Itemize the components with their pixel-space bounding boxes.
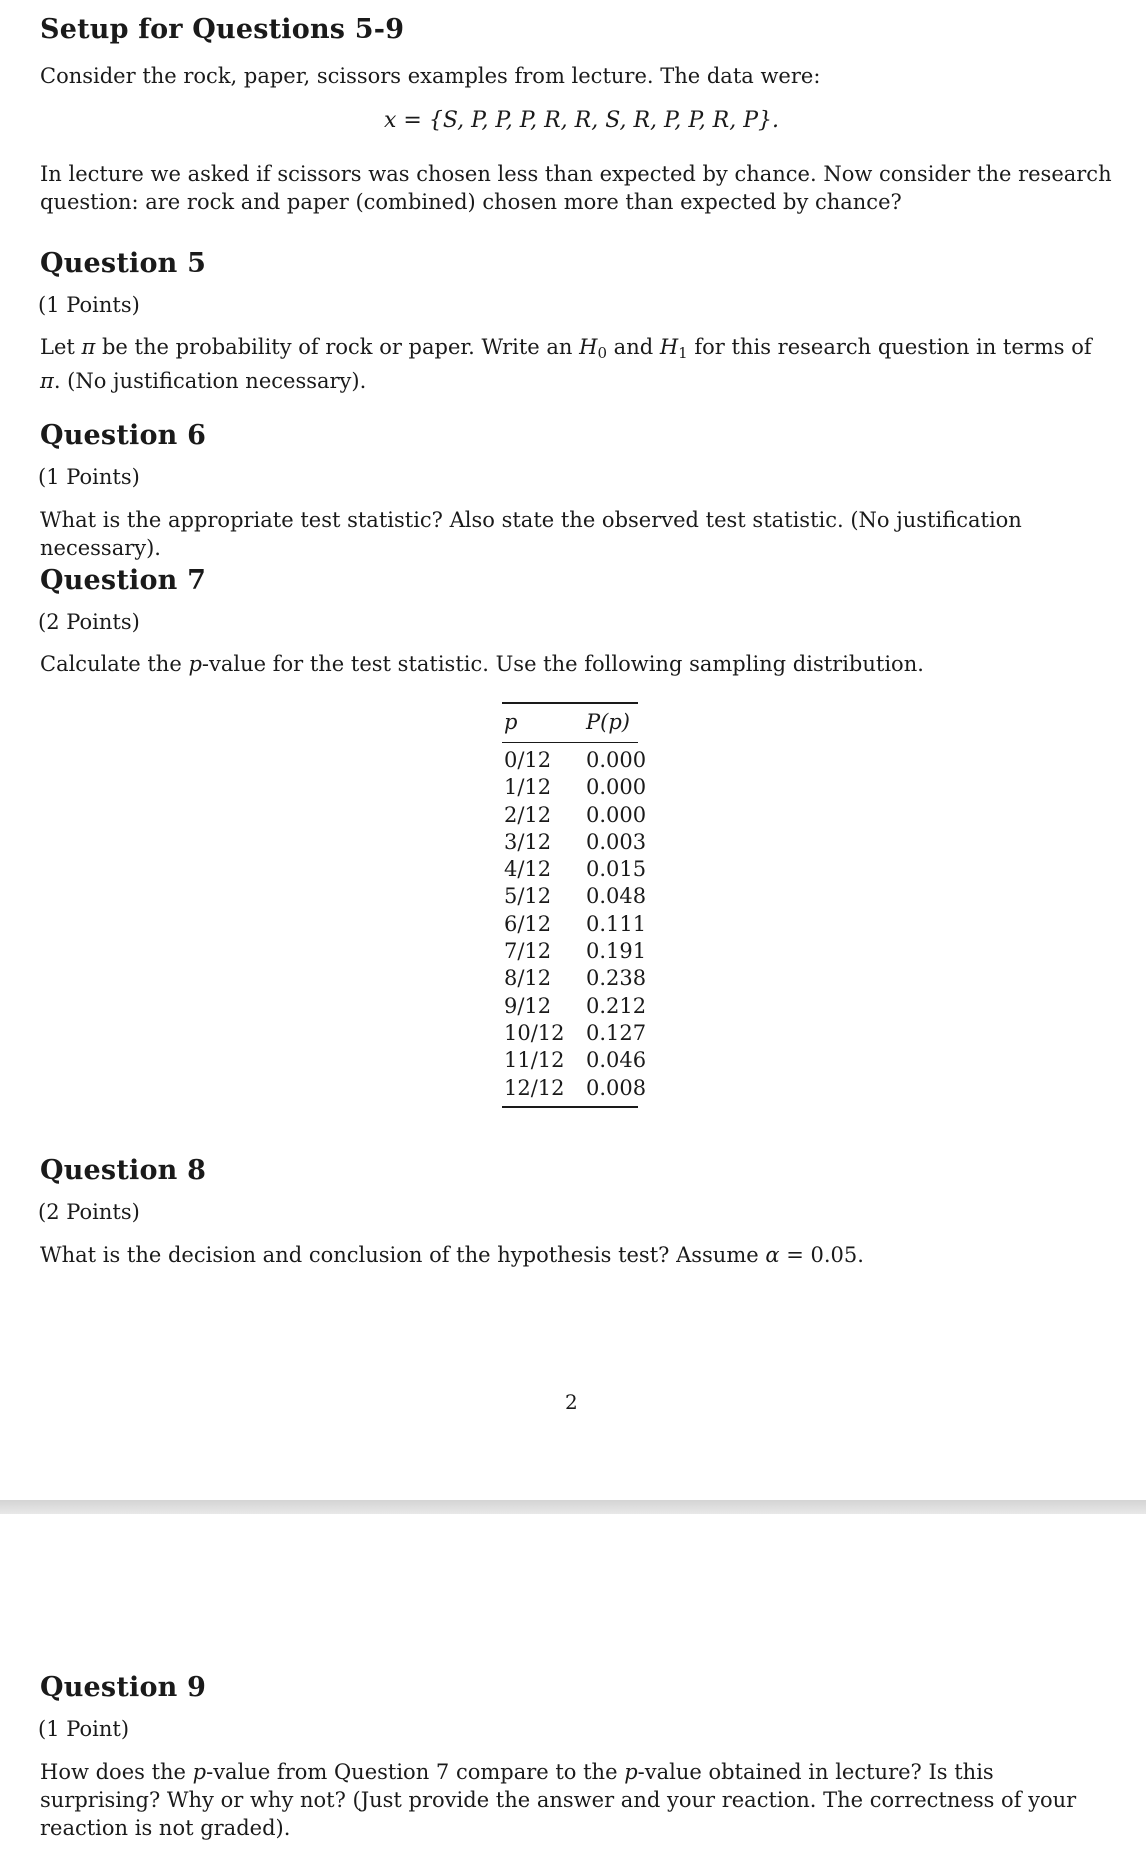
setup-paragraph: In lecture we asked if scissors was chosen less than expected by chance. Now consider the research question: are rock and paper (combined) chosen more than expected by chance?: [40, 162, 1112, 214]
question-8-heading: Question 8: [40, 1155, 207, 1186]
table-row: [502, 1047, 647, 1074]
setup-heading: Setup for Questions 5-9: [40, 14, 405, 45]
table-cell-p: 8/12: [504, 966, 552, 991]
table-cell-prob: 0.048: [586, 884, 647, 909]
table-row: [502, 1075, 647, 1102]
table-row: [502, 993, 647, 1020]
table-row: [502, 747, 647, 774]
table-cell-prob: 0.015: [586, 857, 647, 882]
table-cell-prob: 0.000: [586, 775, 647, 800]
question-7-text: Calculate the p-value for the test statistic. Use the following sampling distribution.: [40, 652, 924, 676]
table-cell-prob: 0.046: [586, 1048, 647, 1073]
table-row: [502, 802, 647, 829]
setup-intro: Consider the rock, paper, scissors examples from lecture. The data were:: [40, 64, 821, 88]
table-cell-p: 0/12: [504, 748, 552, 772]
table-cell-p: 2/12: [504, 802, 552, 827]
question-9-heading: Question 9: [40, 1672, 207, 1703]
table-cell-prob: 0.212: [586, 993, 647, 1018]
question-5-heading: Question 5: [40, 248, 207, 279]
question-8-points: (2 Points): [38, 1200, 140, 1224]
table-cell-p: 11/12: [504, 1048, 565, 1073]
question-5-points: (1 Points): [38, 293, 140, 317]
table-row: [502, 938, 647, 965]
table-cell-p: 5/12: [504, 884, 552, 909]
question-7-points: (2 Points): [38, 610, 140, 634]
page-number: 2: [565, 1390, 578, 1414]
table-cell-prob: 0.000: [586, 802, 647, 827]
table-row: [502, 911, 647, 938]
table-row: [502, 856, 647, 883]
table-cell-p: 1/12: [504, 775, 552, 800]
table-cell-p: 6/12: [504, 911, 552, 936]
sampling-distribution-table: [502, 702, 647, 1108]
table-cell-prob: 0.111: [586, 911, 647, 936]
table-cell-prob: 0.003: [586, 829, 647, 854]
question-5-text: Let π be the probability of rock or paper. Write an H0 and H1 for this research question in terms of π. (No justification necessary).: [40, 335, 1092, 393]
table-header: [502, 704, 638, 742]
table-cell-p: 7/12: [504, 939, 552, 964]
table-row: [502, 883, 647, 910]
question-6-points: (1 Points): [38, 465, 140, 489]
data-equation: x = {S, P, P, P, R, R, S, R, P, P, R, P}.: [384, 108, 780, 133]
table-cell-p: 12/12: [504, 1075, 565, 1100]
table-cell-p: 4/12: [504, 857, 552, 882]
table-row: [502, 965, 647, 992]
table-header-p: p: [504, 710, 518, 734]
question-9-text: How does the p-value from Question 7 compare to the p-value obtained in lecture? Is this surprising? Why or why not? (Just provide the answer and your reaction. The correctness of your reaction is not graded).: [40, 1760, 1077, 1840]
table-cell-prob: 0.000: [586, 748, 647, 772]
page-separator: [0, 1500, 1146, 1514]
table-row: [502, 774, 647, 801]
table-cell-p: 10/12: [504, 1020, 565, 1045]
question-9-points: (1 Point): [38, 1717, 130, 1741]
table-cell-prob: 0.127: [586, 1020, 647, 1045]
table-cell-prob: 0.238: [586, 966, 647, 991]
question-8-text: What is the decision and conclusion of the hypothesis test? Assume α = 0.05.: [40, 1243, 864, 1267]
table-row: [502, 829, 647, 856]
table-cell-p: 9/12: [504, 993, 552, 1018]
question-6-heading: Question 6: [40, 420, 207, 451]
table-cell-p: 3/12: [504, 829, 552, 854]
table-header-prob: P(p): [586, 710, 630, 734]
table-cell-prob: 0.008: [586, 1075, 647, 1100]
table-cell-prob: 0.191: [586, 939, 647, 964]
question-6-text: What is the appropriate test statistic? Also state the observed test statistic. (No justification necessary).: [40, 508, 1022, 560]
table-row: [502, 1020, 647, 1047]
question-7-heading: Question 7: [40, 565, 207, 596]
